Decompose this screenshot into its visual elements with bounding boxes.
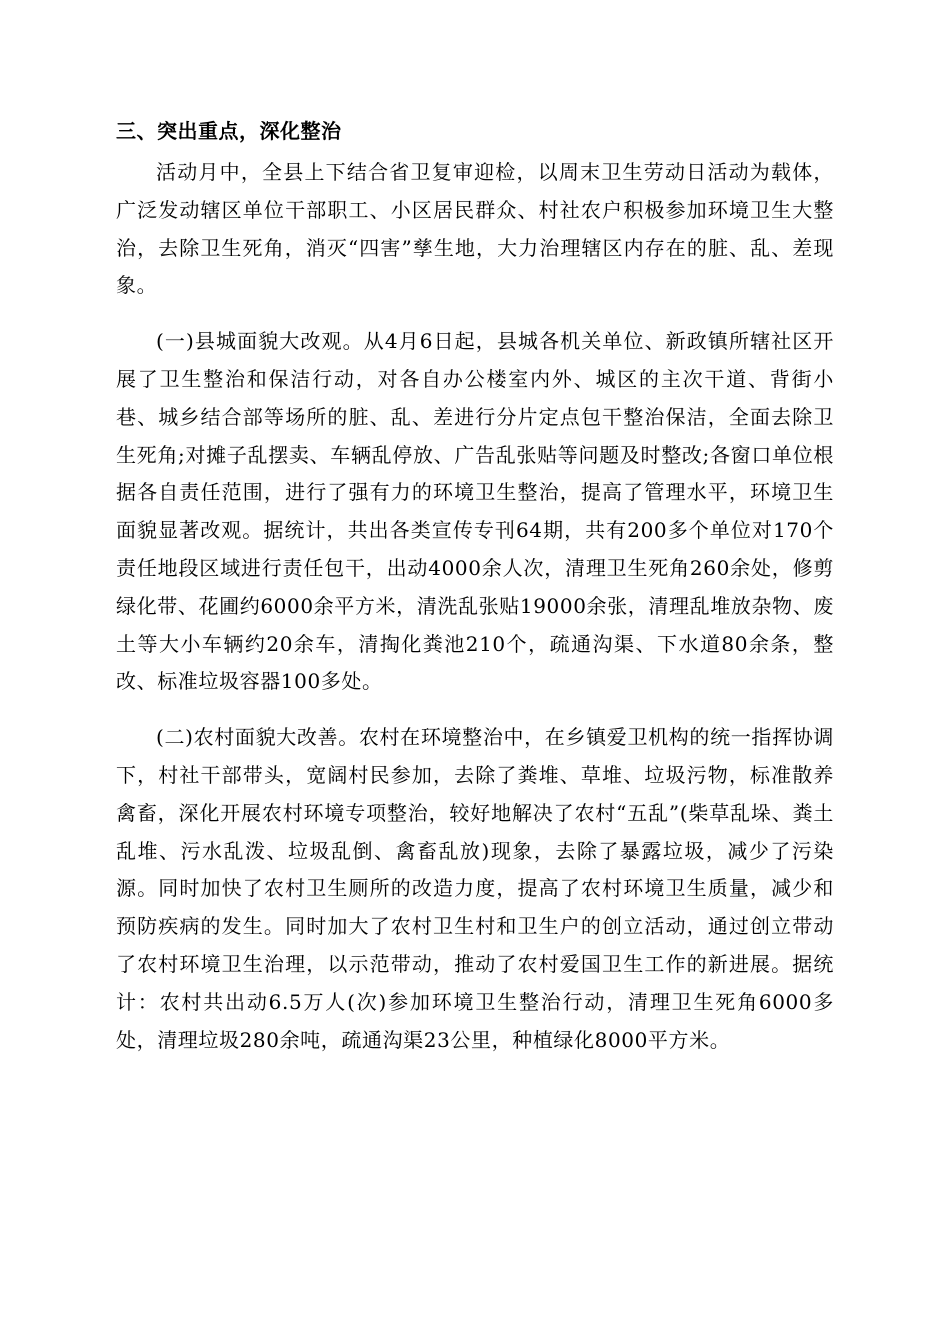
intro-paragraph: 活动月中，全县上下结合省卫复审迎检，以周末卫生劳动日活动为载体，广泛发动辖区单位干部职工、小区居民群众、村社农户积极参加环境卫生大整治，去除卫生死角，消灭“四害”孳生地，大力治理辖区内存在的脏、乱、差现象。 xyxy=(116,160,834,298)
rural-paragraph: (二)农村面貌大改善。农村在环境整治中，在乡镇爱卫机构的统一指挥协调下，村社干部带头，宽阔村民参加，去除了粪堆、草堆、垃圾污物，标准散养禽畜，深化开展农村环境专项整治，较好地解决了农村“五乱”(柴草乱垛、粪土乱堆、污水乱泼、垃圾乱倒、禽畜乱放)现象，去除了暴露垃圾，减少了污染源。同时加快了农村卫生厕所的改造力度，提高了农村环境卫生质量，减少和预防疾病的发生。同时加大了农村卫生村和卫生户的创立活动，通过创立带动了农村环境卫生治理，以示范带动，推动了农村爱国卫生工作的新进展。据统计：农村共出动6.5万人(次)参加环境卫生整治行动，清理卫生死角6000多处，清理垃圾280余吨，疏通沟渠23公里，种植绿化8000平方米。 xyxy=(116,725,834,1052)
county-town-paragraph: (一)县城面貌大改观。从4月6日起，县城各机关单位、新政镇所辖社区开展了卫生整治和保洁行动，对各自办公楼室内外、城区的主次干道、背街小巷、城乡结合部等场所的脏、乱、差进行分片定点包干整治保洁，全面去除卫生死角;对摊子乱摆卖、车辆乱停放、广告乱张贴等问题及时整改;各窗口单位根据各自责任范围，进行了强有力的环境卫生整治，提高了管理水平，环境卫生面貌显著改观。据统计，共出各类宣传专刊64期，共有200多个单位对170个责任地段区域进行责任包干，出动4000余人次，清理卫生死角260余处，修剪绿化带、花圃约6000余平方米，清洗乱张贴19000余张，清理乱堆放杂物、废土等大小车辆约20余车，清掏化粪池210个，疏通沟渠、下水道80余条，整改、标准垃圾容器100多处。 xyxy=(116,329,834,694)
section-heading: 三、突出重点，深化整治 xyxy=(116,119,342,143)
document-page xyxy=(116,112,834,1077)
